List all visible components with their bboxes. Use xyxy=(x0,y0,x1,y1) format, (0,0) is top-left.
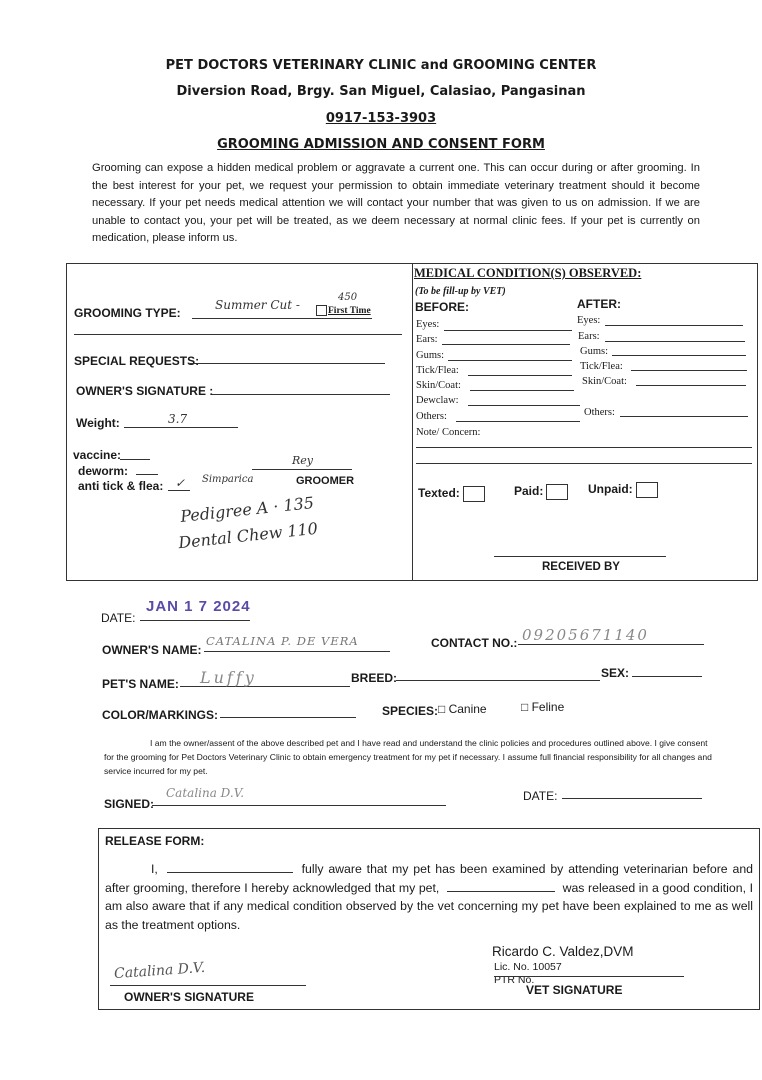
after-tick-line xyxy=(631,370,747,371)
species-label: SPECIES: xyxy=(382,704,439,718)
owner-sig-line xyxy=(110,985,306,986)
texted-text: Texted: xyxy=(418,486,460,501)
texted-checkbox[interactable] xyxy=(463,486,485,502)
weight-line xyxy=(124,427,238,428)
intro-paragraph: Grooming can expose a hidden medical problem or aggravate a current one. This can occur during or after grooming. In the best interest for your pet, we request your permission to obtain immediate veterinary treatment should it become necessary. If your pet needs medical attention we will contact your number that was given to us on admission. If we are unable to contact you, your pet will be treated, as we deem necessary at normal clinic fees. If your pet is currently on medication, please inform us. xyxy=(92,162,700,244)
weight-value: 3.7 xyxy=(168,412,188,426)
received-by-label: RECEIVED BY xyxy=(542,561,620,573)
note-concern: Note/ Concern: xyxy=(416,427,481,438)
groomer-line xyxy=(252,469,352,470)
clinic-address: Diversion Road, Brgy. San Miguel, Calasiao, Pangasinan xyxy=(176,84,586,99)
after-skin: Skin/Coat: xyxy=(582,376,627,387)
signed-signature: Catalina D.V. xyxy=(166,786,245,800)
after-heading: AFTER: xyxy=(577,297,621,311)
canine-option[interactable]: □ Canine xyxy=(438,702,487,716)
before-dewclaw: Dewclaw: xyxy=(416,395,459,406)
date2-label: DATE: xyxy=(523,789,558,803)
before-ears-line xyxy=(442,344,570,345)
grooming-type-value: Summer Cut - xyxy=(215,298,300,312)
color-line xyxy=(220,717,356,718)
before-others: Others: xyxy=(416,411,447,422)
medical-title: MEDICAL CONDITION(S) OBSERVED: xyxy=(414,266,642,280)
before-ears: Ears: xyxy=(416,334,438,345)
before-gums: Gums: xyxy=(416,350,445,361)
deworm-line xyxy=(136,474,158,475)
antitick-line xyxy=(168,490,190,491)
grooming-price: 450 xyxy=(338,292,358,303)
date-label: DATE: xyxy=(101,611,136,625)
before-others-line xyxy=(456,421,580,422)
unpaid-text: Unpaid: xyxy=(588,482,633,497)
after-eyes: Eyes: xyxy=(577,315,601,326)
medical-subtitle: (To be fill-up by VET) xyxy=(415,286,506,297)
vaccine-label: vaccine: xyxy=(73,448,122,462)
before-tick: Tick/Flea: xyxy=(416,365,459,376)
antitick-value: Simparica xyxy=(202,474,254,485)
box-divider xyxy=(412,264,413,580)
before-gums-line xyxy=(448,360,572,361)
before-heading: BEFORE: xyxy=(415,300,469,314)
release-paragraph xyxy=(105,860,753,934)
clinic-phone: 0917-153-3903 xyxy=(325,111,437,126)
breed-line xyxy=(396,680,600,681)
owner-name-value: CATALINA P. DE VERA xyxy=(206,634,359,648)
date-line xyxy=(140,620,250,621)
before-dewclaw-line xyxy=(468,405,580,406)
groomer-label: GROOMER xyxy=(296,475,355,487)
after-others: Others: xyxy=(584,407,615,418)
grooming-type-label: GROOMING TYPE: xyxy=(74,306,181,320)
contact-value: 09205671140 xyxy=(522,626,649,644)
owner-sig-signature: Catalina D.V. xyxy=(113,959,206,983)
handwritten-note-1: Pedigree A · 135 xyxy=(179,493,315,526)
vet-sig-line xyxy=(494,976,684,977)
sex-label: SEX: xyxy=(601,666,630,680)
first-time-checkbox[interactable] xyxy=(316,305,327,316)
pet-name-label: PET'S NAME: xyxy=(102,677,179,691)
before-skin-line xyxy=(470,390,574,391)
release-name-blank[interactable] xyxy=(167,872,293,873)
before-eyes-line xyxy=(444,330,572,331)
form-title: GROOMING ADMISSION AND CONSENT FORM xyxy=(217,137,545,152)
contact-label: CONTACT NO.: xyxy=(431,636,518,650)
vaccine-line xyxy=(120,459,150,460)
unpaid-label xyxy=(588,482,658,498)
received-by-line xyxy=(494,556,666,557)
signed-line xyxy=(152,805,446,806)
paid-label xyxy=(514,484,568,500)
paid-checkbox[interactable] xyxy=(546,484,568,500)
release-text-1: fully aware that my pet has been examined by attending veterinarian before and after grooming, therefore I hereby acknowledged that my pet, xyxy=(105,862,754,895)
antitick-check: ✓ xyxy=(175,476,186,490)
release-pet-blank[interactable] xyxy=(447,891,555,892)
vet-lic: Lic. No. 10057 xyxy=(494,961,562,973)
release-title: RELEASE FORM: xyxy=(105,834,205,848)
feline-option[interactable]: □ Feline xyxy=(521,700,565,714)
contact-line xyxy=(518,644,704,645)
after-gums: Gums: xyxy=(580,346,609,357)
after-skin-line xyxy=(636,385,746,386)
antitick-label: anti tick & flea: xyxy=(78,479,164,493)
first-time-label: First Time xyxy=(328,306,371,316)
owner-signature-label: OWNER'S SIGNATURE : xyxy=(76,384,214,398)
after-eyes-line xyxy=(605,325,743,326)
after-ears-line xyxy=(605,341,745,342)
weight-label: Weight: xyxy=(76,416,120,430)
after-gums-line xyxy=(612,355,746,356)
special-requests-label: SPECIAL REQUESTS: xyxy=(74,354,200,368)
note-line-1 xyxy=(416,447,752,448)
date2-line xyxy=(562,798,702,799)
vet-sig-label: VET SIGNATURE xyxy=(526,983,623,997)
breed-label: BREED: xyxy=(351,671,398,685)
owner-name-line xyxy=(204,651,390,652)
deworm-label: deworm: xyxy=(78,464,129,478)
paid-text: Paid: xyxy=(514,484,544,499)
special-requests-line xyxy=(190,363,385,364)
before-skin: Skin/Coat: xyxy=(416,380,461,391)
handwritten-note-2: Dental Chew 110 xyxy=(177,518,319,553)
pet-name-value: Luffy xyxy=(200,668,257,687)
vet-name: Ricardo C. Valdez,DVM xyxy=(492,944,634,959)
release-i: I, xyxy=(151,862,158,876)
date-stamp: JAN 1 7 2024 xyxy=(146,598,251,615)
color-label: COLOR/MARKINGS: xyxy=(102,708,218,722)
grooming-type-line-2 xyxy=(74,334,402,335)
grooming-type-line xyxy=(192,318,372,319)
owner-sig-label: OWNER'S SIGNATURE xyxy=(124,990,254,1004)
consent-text: I am the owner/assent of the above described pet and I have read and understand the clinic policies and procedures outlined above. I give consent for the grooming for Pet Doctors Veterinary Clinic to obtain emergency treatment for my pet if necessary. I assume full financial responsibility for all changes and service incurred for my pet. xyxy=(104,738,712,776)
after-others-line xyxy=(620,416,748,417)
owner-signature-line xyxy=(212,394,390,395)
owner-name-label: OWNER'S NAME: xyxy=(102,643,202,657)
before-eyes: Eyes: xyxy=(416,319,440,330)
after-tick: Tick/Flea: xyxy=(580,361,623,372)
after-ears: Ears: xyxy=(578,331,600,342)
signed-label: SIGNED: xyxy=(104,797,155,811)
sex-line xyxy=(632,676,702,677)
note-line-2 xyxy=(416,463,752,464)
release-text-2: was released in a good condition, I am also aware that if any medical condition observed by the vet concerning my pet have been explained to me as well as the treatment options. xyxy=(105,880,754,932)
clinic-name: PET DOCTORS VETERINARY CLINIC and GROOMING CENTER xyxy=(165,58,597,73)
vet-ptr: PTR No. xyxy=(494,974,535,986)
texted-label xyxy=(418,486,485,502)
groomer-name: Rey xyxy=(292,454,314,467)
before-tick-line xyxy=(468,375,572,376)
unpaid-checkbox[interactable] xyxy=(636,482,658,498)
